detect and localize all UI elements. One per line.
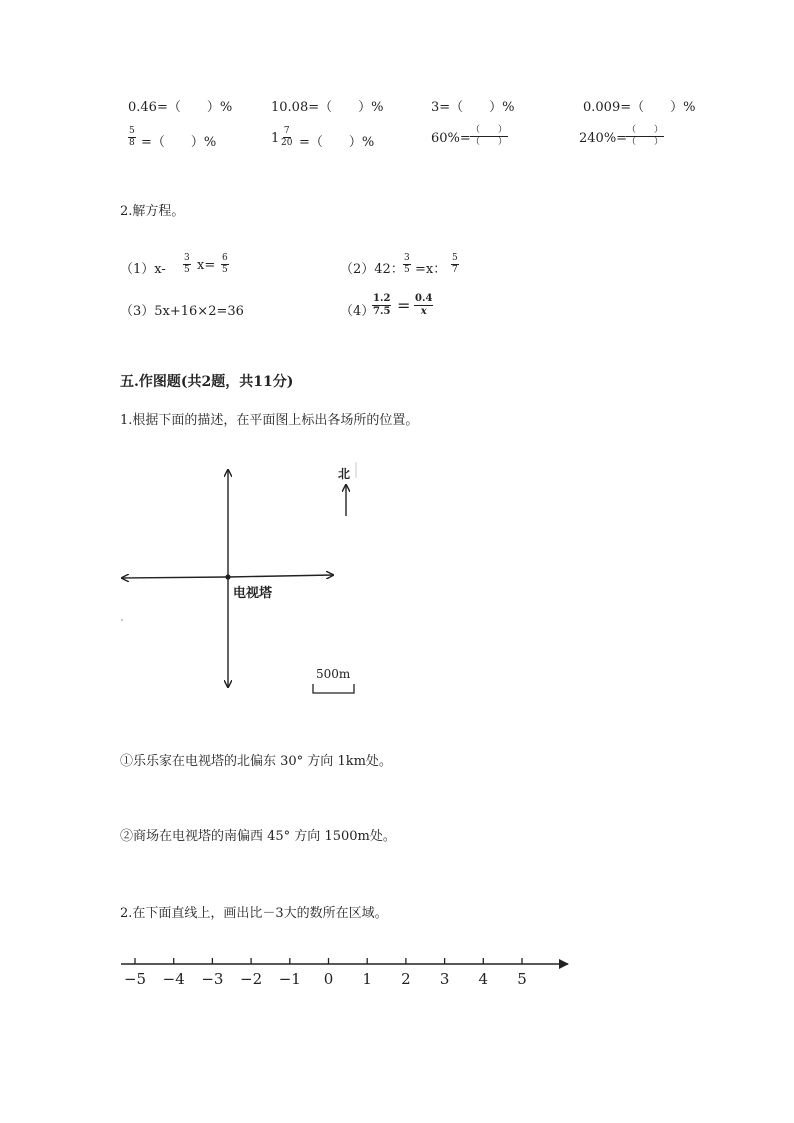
number-line-label: 2 <box>401 970 411 988</box>
section-5-question-2: 2.在下面直线上，画出比－3大的数所在区域。 <box>120 906 388 921</box>
percent-item-8-lead: 240%= <box>579 131 628 146</box>
number-line-label: 1 <box>362 970 372 988</box>
equation-3: （3）5x+16×2=36 <box>120 304 244 319</box>
equation-1-fraction-b: $\frac{6}{5}$ <box>222 253 228 275</box>
north-label: 北 <box>338 467 351 481</box>
blank-fraction-2: （ ） （ ） <box>627 125 664 147</box>
equation-4-label: （4） <box>340 304 375 319</box>
percent-item-4: 0.009=（ ）% <box>583 100 696 115</box>
number-line-label: −1 <box>278 970 301 988</box>
number-line-label: 0 <box>323 970 334 988</box>
equation-4-equals: = <box>397 296 411 315</box>
percent-item-6-rest: =（ ）% <box>299 135 375 150</box>
description-1: ①乐乐家在电视塔的北偏东 30° 方向 1km处。 <box>120 754 392 769</box>
description-2: ②商场在电视塔的南偏西 45° 方向 1500m处。 <box>120 829 396 844</box>
section-5-title: 五.作图题(共2题，共11分) <box>120 374 294 390</box>
number-line-label: 3 <box>439 970 450 988</box>
number-line-label: −3 <box>201 970 224 988</box>
question-2-title: 2.解方程。 <box>120 204 185 219</box>
tv-tower-label: 电视塔 <box>233 586 273 601</box>
equation-2-label: （2）42： <box>340 262 404 277</box>
equation-2-mid: =x： <box>415 262 447 277</box>
mixed-whole: 1 <box>271 131 280 146</box>
number-line-label: −2 <box>240 970 263 988</box>
equation-2-fraction-a: $\frac{3}{5}$ <box>404 253 410 275</box>
percent-item-7-lead: 60%= <box>431 131 471 146</box>
equation-1-fraction-a: $\frac{3}{5}$ <box>184 253 190 275</box>
percent-item-2: 10.08=（ ）% <box>271 100 384 115</box>
fraction-5-8: $\frac{5}{8}$ <box>129 126 135 148</box>
scale-label: 500m <box>316 667 351 681</box>
percent-item-3: 3=（ ）% <box>431 100 515 115</box>
number-line-label: −5 <box>123 970 147 988</box>
number-line-label: 4 <box>478 970 489 988</box>
blank-fraction-1: （ ） （ ） <box>471 125 508 147</box>
number-line-label: −4 <box>162 970 185 988</box>
section-5-question-1: 1.根据下面的描述，在平面图上标出各场所的位置。 <box>120 413 419 428</box>
fraction-7-20: $\frac{7}{20}$ <box>281 126 293 148</box>
equation-1-mid: x= <box>197 258 216 273</box>
number-line-label: 5 <box>517 970 527 988</box>
equation-1-label: （1）x- <box>120 262 166 277</box>
percent-item-5-rest: =（ ）% <box>141 135 217 150</box>
equation-4-fraction-a: $\frac{1.2}{7.5}$ <box>373 293 391 317</box>
equation-4-fraction-b: $\frac{0.4}{x}$ <box>415 293 433 317</box>
equation-2-fraction-b: $\frac{5}{7}$ <box>452 253 458 275</box>
percent-item-1: 0.46=（ ）% <box>128 100 233 115</box>
